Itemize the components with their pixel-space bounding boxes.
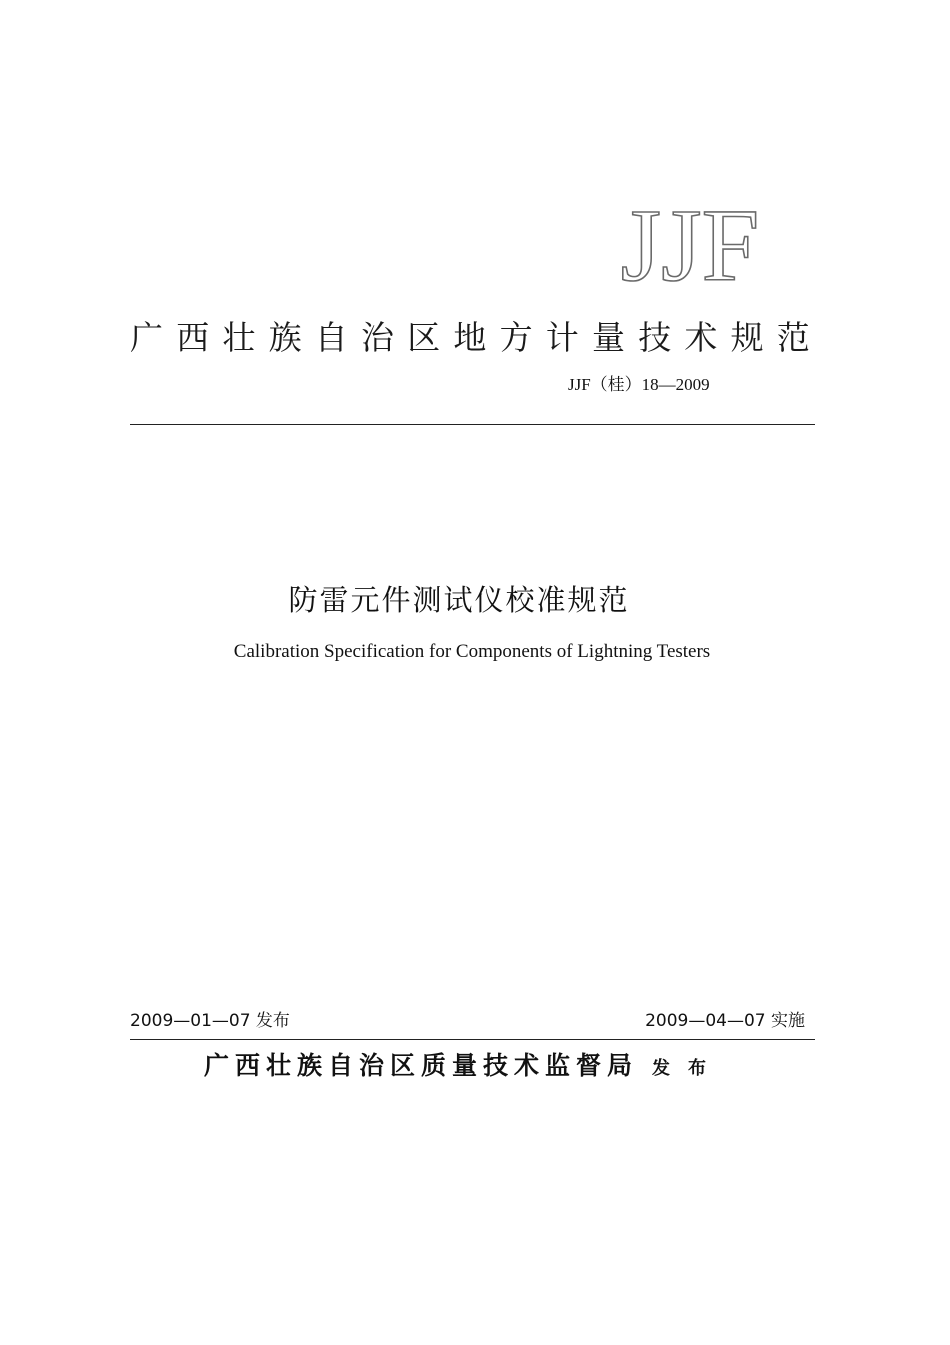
logo-text: JJF <box>620 196 760 288</box>
bottom-divider <box>130 1039 815 1040</box>
top-divider <box>130 424 815 425</box>
document-number: JJF（桂）18—2009 <box>568 375 710 394</box>
publisher-name: 广西壮族自治区质量技术监督局 <box>204 1051 639 1080</box>
document-title: 防雷元件测试仪校准规范 <box>288 583 630 617</box>
english-title: Calibration Specification for Components of Lightning Testers <box>233 641 711 662</box>
publisher-line <box>204 1046 724 1082</box>
publish-label: 发布 <box>652 1058 725 1079</box>
series-title: 广西壮族自治区地方计量技术规范 <box>130 318 823 357</box>
issue-date: 2009—01—07 发布 <box>130 1011 290 1031</box>
jjf-logo <box>598 196 783 288</box>
effective-date: 2009—04—07 实施 <box>645 1011 805 1031</box>
